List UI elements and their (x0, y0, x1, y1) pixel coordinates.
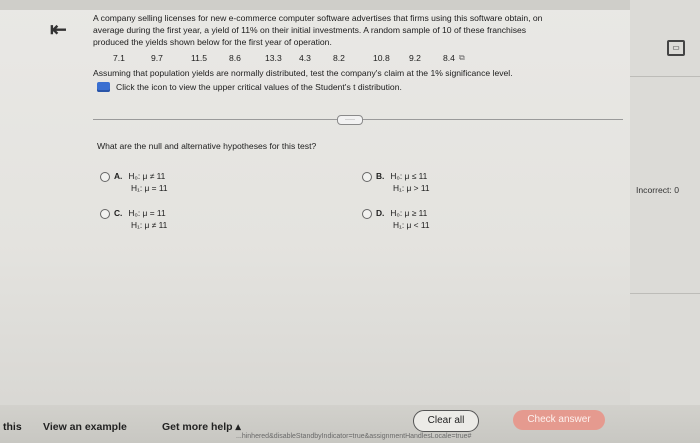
option-c[interactable] (100, 207, 167, 231)
null-hypothesis: H₀: μ = 11 (128, 208, 166, 218)
alt-hypothesis: H₁: μ = 11 (131, 183, 168, 193)
option-letter: D. (376, 208, 385, 218)
sidebar-divider (630, 293, 700, 294)
ttable-link-text: Click the icon to view the upper critical values of the Student's t distribution. (116, 82, 402, 92)
null-hypothesis: H₀: μ ≥ 11 (390, 208, 428, 218)
radio-button[interactable] (100, 172, 110, 182)
assumption-text: Assuming that population yields are normally distributed, test the company's claim at the 1% significance level. (93, 68, 513, 78)
ttable-link[interactable] (97, 82, 402, 92)
problem-line: produced the yields shown below for the first year of operation. (93, 37, 332, 47)
problem-statement (93, 12, 613, 48)
option-letter: A. (114, 171, 123, 181)
divider-handle[interactable]: ····· (337, 115, 363, 125)
data-value: 10.8 (373, 53, 390, 63)
data-value: 13.3 (265, 53, 282, 63)
radio-button[interactable] (100, 209, 110, 219)
data-value: 9.2 (409, 53, 421, 63)
clear-all-button[interactable]: Clear all (413, 410, 479, 432)
problem-line: average during the first year, a yield of 11% on their initial investments. A random sample of 10 of these franchises (93, 25, 527, 35)
problem-line: A company selling licenses for new e-commerce computer software advertises that firms using this software obtain, on (93, 13, 543, 23)
top-edge (0, 0, 700, 10)
data-value: 8.4 (443, 53, 455, 63)
data-value: 4.3 (299, 53, 311, 63)
data-value: 8.2 (333, 53, 345, 63)
right-sidebar (630, 0, 700, 443)
incorrect-count: Incorrect: 0 (636, 185, 679, 195)
radio-button[interactable] (362, 209, 372, 219)
print-icon[interactable]: ▭ (667, 40, 685, 56)
null-hypothesis: H₀: μ ≠ 11 (128, 171, 166, 181)
sidebar-divider (630, 76, 700, 77)
option-d[interactable] (362, 207, 430, 231)
data-value: 11.5 (191, 53, 208, 63)
alt-hypothesis: H₁: μ > 11 (393, 183, 430, 193)
option-b[interactable] (362, 170, 430, 194)
data-value: 8.6 (229, 53, 241, 63)
table-icon[interactable] (97, 82, 110, 92)
footer-this-link[interactable]: this (3, 421, 22, 433)
question-text: What are the null and alternative hypotheses for this test? (97, 141, 317, 151)
get-help-button[interactable]: Get more help ▴ (162, 421, 241, 433)
view-example-link[interactable]: View an example (43, 421, 127, 433)
data-values (113, 53, 465, 63)
option-letter: B. (376, 171, 385, 181)
check-answer-button[interactable]: Check answer (513, 410, 605, 430)
option-letter: C. (114, 208, 123, 218)
alt-hypothesis: H₁: μ ≠ 11 (131, 220, 168, 230)
data-value: 7.1 (113, 53, 125, 63)
radio-button[interactable] (362, 172, 372, 182)
url-fragment: ...hinhered&disableStandbyIndicator=true&assignmentHandlesLocale=true# (236, 433, 472, 440)
data-value: 9.7 (151, 53, 163, 63)
null-hypothesis: H₀: μ ≤ 11 (390, 171, 428, 181)
option-a[interactable] (100, 170, 168, 194)
alt-hypothesis: H₁: μ < 11 (393, 220, 430, 230)
copy-data-icon[interactable]: ⧉ (458, 53, 465, 62)
back-arrow-icon[interactable]: ⇤ (50, 19, 67, 41)
